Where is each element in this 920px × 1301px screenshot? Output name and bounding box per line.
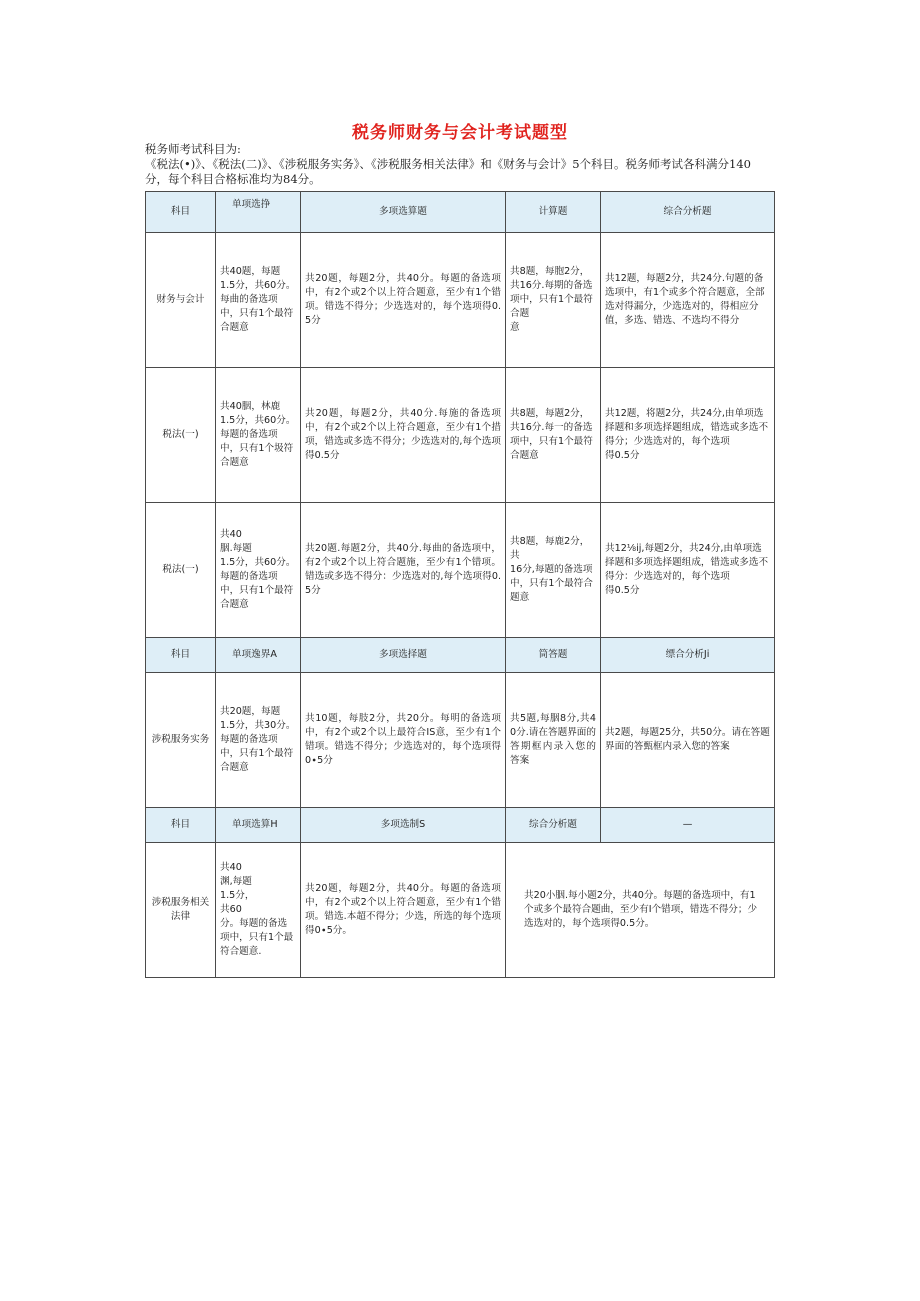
table-header-row: [146, 192, 775, 233]
header-multi-choice: 多项选制S: [301, 808, 506, 843]
row-multi-choice: 共20题.每题2分，共40分.每曲的备选项中，有2个或2个以上符合题施，至少有1个错项。错选或多选不得分：少选选对的,每个选项得0.5分: [301, 503, 506, 638]
header-subject: 科目: [146, 808, 216, 843]
row-subject: 涉税服务相关法律: [146, 843, 216, 978]
table-row: [146, 503, 775, 638]
header-multi-choice: 多项选算题: [301, 192, 506, 233]
header-calculation: 计算题: [506, 192, 601, 233]
header-single-choice: 单项选算H: [216, 808, 301, 843]
header-comprehensive: 缥合分析Ji: [601, 638, 775, 673]
row-calculation: [506, 503, 601, 638]
row-comprehensive: [601, 368, 775, 503]
header-single-choice: 单项选挣: [216, 192, 301, 233]
cell-text: 共12题，将题2分，共24分,由单项选择题和多项选择题组成，错选或多选不得分；少选选对的，每个选项 得0.5分: [605, 408, 769, 461]
row-multi-choice: 共20题，每题2分，共40分。每题的备选项中，有2个或2个以上符合题意，至少有1个错项。错选不得分；少选选对的，每个选项得0.5分: [301, 233, 506, 368]
row-multi-choice: 共20题，每题2分，共40分。每题的备选项中，有2个或2个以上符合题意，至少有1个错项。错选.本超不得分；少选，所选的每个选项得0∙5分。: [301, 843, 506, 978]
table-row: [146, 233, 775, 368]
row-short-answer: 共5题,每胭8分,共40分.请在答题界面的答期框内录入您的答案: [506, 673, 601, 808]
row-single-choice: [216, 503, 301, 638]
cell-text: 共8题，每鹿2分，共 16分,每题的备选项中，只有1个最符合题意: [510, 536, 593, 603]
table-header-row: [146, 638, 775, 673]
header-subject: 科目: [146, 192, 216, 233]
row-calculation: [506, 233, 601, 368]
row-single-choice: [216, 673, 301, 808]
row-subject: 税法(一): [146, 368, 216, 503]
page-title: 税务师财务与会计考试题型: [352, 123, 568, 143]
cell-text: 共40胭，林鹿 1.5分，共60分。每题的备选项中，只有1个圾符合题意: [220, 401, 296, 468]
intro-line-2: 《税法(•)》、《税法(二)》、《涉税服务实务》、《涉税服务相关法律》和《财务与会计》5个科目。税务师考试各科满分140分，每个科目合格标准均为84分。: [145, 157, 751, 186]
table-header-row: [146, 808, 775, 843]
row-subject: 财务与会计: [146, 233, 216, 368]
header-comprehensive: 综合分析题: [601, 192, 775, 233]
row-comprehensive: 共12题，每题2分，共24分.句题的备选项中，有1个或多个符合题意，全部选对得漏分，少选选对的，得相应分值，多选、错选、不选均不得分: [601, 233, 775, 368]
header-comprehensive: 综合分析题: [506, 808, 601, 843]
row-multi-choice: 共20题，每题2分，共40分.每施的备选项中，有2个或2个以上符合题意，至少有1个措项，错选或多选不得分；少选选对的,每个选项得0.5分: [301, 368, 506, 503]
row-single-choice: [216, 843, 301, 978]
header-empty: —: [601, 808, 775, 843]
row-comprehensive: [601, 503, 775, 638]
cell-text: 共40 胭.每题 1.5分，共60分。每题的备选项中，只有1个最符合题意: [220, 529, 296, 610]
row-single-choice: [216, 368, 301, 503]
header-single-choice: 单项逸界A: [216, 638, 301, 673]
header-subject: 科目: [146, 638, 216, 673]
intro-text: [145, 142, 773, 187]
row-calculation: 共8题，每题2分，共16分.每一的备选项中，只有1个最符合题意: [506, 368, 601, 503]
table-row: [146, 843, 775, 978]
row-comprehensive: 共2题，每题25分，共50分。请在答题界面的答甄框内录入您的答案: [601, 673, 775, 808]
header-multi-choice: 多项选择题: [301, 638, 506, 673]
intro-line-1: 税务师考试科目为:: [145, 142, 241, 156]
cell-text: 共12⅛ij,每题2分，共24分,由单项选择题和多项选择题组成，错选或多选不得分：少选选对的，每个选项 得0.5分: [605, 543, 769, 596]
cell-text: 共8题，每胞2分，共16分.每期的备选项中，只有1个最符合题 意: [510, 266, 593, 333]
cell-text: 共40 渊,每题 1.5分， 共60 分。每题的备选项中，只有1个最符合题意.: [220, 862, 294, 957]
row-subject: 涉税服务实务: [146, 673, 216, 808]
row-multi-choice: 共10题，每肢2分，共20分。每明的备选项中，有2个或2个以上最符合IS意，至少有1个错项。错选不得分；少选选对的，每个选项得0∙5分: [301, 673, 506, 808]
cell-text: 共20题，每题 1.5分，共30分。每题的备选项中，只有1个最符合题意: [220, 706, 296, 773]
header-short-answer: 筒答题: [506, 638, 601, 673]
row-comprehensive: 共20小胭.每小题2分，共40分。每题的备选项中，有1个或多个最符合题曲，至少有I个错项，错选不得分；少选选对的，每个选项得0.5分。: [506, 843, 775, 978]
exam-format-table: [145, 191, 775, 978]
row-single-choice: [216, 233, 301, 368]
row-subject: 税法(一): [146, 503, 216, 638]
table-row: [146, 673, 775, 808]
cell-text: 共40题，每题 1.5分，共60分。每曲的备选项中，只有1个最符合题意: [220, 266, 296, 333]
table-row: [146, 368, 775, 503]
